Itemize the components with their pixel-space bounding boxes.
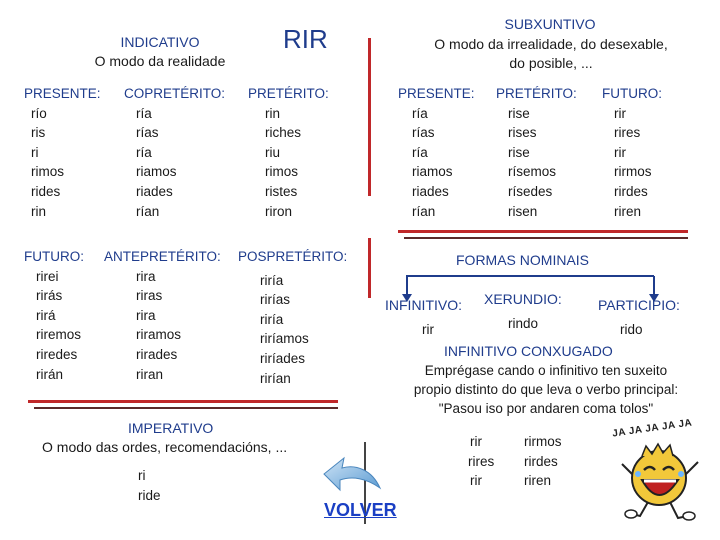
infinitivo-conxugado-desc-1: Emprégase cando o infinitivo ten suxeito: [424, 363, 668, 378]
laughing-face-icon: [618, 440, 702, 524]
verb-form: rísemos: [508, 164, 557, 180]
presente-sub-column: [398, 84, 475, 221]
copreterito-column: [124, 84, 225, 221]
verb-form: rirdes: [614, 183, 648, 199]
verb-form: rimos: [31, 164, 64, 180]
xerundio-value: rindo: [508, 316, 539, 331]
verb-form: rían: [136, 203, 160, 219]
infinitivo-conxugado-title: INFINITIVO CONXUGADO: [444, 343, 613, 359]
verb-form: rir: [470, 434, 482, 449]
verb-form: riren: [614, 203, 642, 219]
verb-form: rirías: [260, 292, 290, 308]
presente-sub-label: PRESENTE:: [398, 86, 475, 101]
presente-ind-column: [24, 84, 101, 221]
verb-form: rías: [136, 125, 159, 141]
indicativo-title: INDICATIVO: [120, 34, 200, 50]
nominais-rule-top: [398, 230, 688, 233]
futuro-sub-column: [602, 84, 662, 221]
divider-vertical-mid: [368, 238, 371, 298]
verb-form: riron: [265, 203, 293, 219]
verb-form: ría: [412, 105, 428, 121]
futuro-ind-label: FUTURO:: [24, 249, 84, 264]
verb-form: riren: [524, 473, 552, 489]
verb-form: rise: [508, 144, 530, 160]
verb-form: riades: [136, 183, 173, 199]
imperativo-subtitle: O modo das ordes, recomendacións, ...: [42, 439, 288, 455]
infinitivo-conxugado-example: "Pasou iso por andaren coma tolos": [438, 401, 654, 416]
subxuntivo-subtitle-2: do posible, ...: [509, 55, 593, 71]
verb-form: riría: [260, 272, 284, 288]
indicativo-subtitle: O modo da realidade: [94, 53, 226, 69]
verb-form: riríades: [260, 350, 306, 366]
verb-form: rir: [614, 105, 626, 121]
futuro-sub-label: FUTURO:: [602, 86, 662, 101]
xerundio-label: XERUNDIO:: [484, 291, 562, 307]
imperativo-rule-top: [28, 400, 338, 403]
verb-form: rirá: [36, 307, 56, 323]
verb-form: rían: [412, 203, 436, 219]
verb-form: riras: [136, 288, 163, 304]
formas-nominais-title: FORMAS NOMINAIS: [456, 252, 590, 268]
verb-form: rises: [508, 125, 537, 141]
preterito-ind-label: PRETÉRITO:: [248, 86, 329, 101]
infinitivo-conxugado-left: [468, 432, 494, 491]
verb-form: rir: [614, 144, 626, 160]
copreterito-label: COPRETÉRITO:: [124, 86, 226, 101]
verb-form: riran: [136, 366, 164, 382]
verb-form: riamos: [136, 164, 177, 180]
antepreterito-column: [104, 247, 221, 384]
pospreterito-column: [238, 247, 347, 388]
pospreterito-label: POSPRETÉRITO:: [238, 249, 348, 264]
verb-form: ri: [31, 144, 39, 160]
verb-form: rías: [412, 125, 435, 141]
participio-value: rido: [620, 322, 643, 337]
verb-form: rísedes: [508, 183, 553, 199]
verb-form: ris: [31, 125, 46, 141]
verb-form: riramos: [136, 327, 182, 343]
nominais-rule-bottom: [404, 237, 688, 239]
verb-form: rira: [136, 268, 156, 284]
subxuntivo-subtitle-1: O modo da irrealidade, do desexable,: [434, 36, 668, 52]
volver-link[interactable]: VOLVER: [324, 500, 397, 520]
futuro-ind-column: [24, 247, 84, 384]
verb-form: rirmos: [524, 434, 562, 449]
verb-form: rin: [265, 105, 281, 121]
verb-form: rires: [614, 125, 641, 141]
verb-form: ría: [136, 105, 152, 121]
preterito-ind-column: [248, 84, 329, 221]
verb-form: ría: [136, 144, 152, 160]
subxuntivo-title: SUBXUNTIVO: [504, 16, 596, 32]
preterito-sub-column: [496, 84, 577, 221]
presente-ind-label: PRESENTE:: [24, 86, 101, 101]
verb-form: rirei: [36, 268, 59, 284]
imperativo-title: IMPERATIVO: [128, 420, 214, 436]
infinitivo-value: rir: [422, 322, 434, 337]
verb-form: ride: [138, 487, 161, 503]
imperativo-rule-bottom: [34, 407, 338, 409]
verb-form: rira: [136, 307, 156, 323]
verb-form: rirán: [36, 366, 64, 382]
verb-form: rise: [508, 105, 530, 121]
preterito-sub-label: PRETÉRITO:: [496, 86, 577, 101]
imperativo-forms: [138, 466, 161, 505]
laugh-text: JA JA JA JA JA: [611, 417, 693, 440]
verb-form: rires: [468, 453, 495, 469]
verb-form: riremos: [36, 327, 82, 343]
verb-form: riches: [265, 125, 302, 141]
verb-form: riría: [260, 311, 284, 327]
divider-vertical-top: [368, 38, 371, 196]
verb-form: río: [31, 105, 47, 121]
verb-form: rirmos: [614, 164, 652, 180]
verb-form: rirían: [260, 370, 291, 386]
verb-title: RIR: [283, 24, 328, 54]
verb-form: ri: [138, 468, 146, 483]
verb-form: rir: [470, 473, 482, 489]
verb-form: rides: [31, 183, 61, 199]
verb-form: rirás: [36, 288, 63, 304]
infinitivo-label: INFINITIVO:: [385, 297, 462, 313]
antepreterito-label: ANTEPRETÉRITO:: [104, 249, 221, 264]
verb-form: rin: [31, 203, 47, 219]
verb-form: riríamos: [260, 331, 309, 347]
verb-form: riamos: [412, 164, 453, 180]
verb-form: rirdes: [524, 453, 558, 469]
verb-form: riades: [412, 183, 449, 199]
infinitivo-conxugado-desc-2: propio distinto do que leva o verbo principal:: [413, 382, 679, 397]
verb-form: risen: [508, 203, 538, 219]
verb-form: rirades: [136, 346, 178, 362]
infinitivo-conxugado-right: [524, 432, 562, 491]
participio-label: PARTICIPIO:: [598, 297, 680, 313]
verb-form: rimos: [265, 164, 298, 180]
verb-form: ristes: [265, 183, 298, 199]
verb-form: riredes: [36, 346, 78, 362]
verb-form: riu: [265, 144, 281, 160]
curved-arrow-icon[interactable]: [322, 454, 382, 504]
verb-form: ría: [412, 144, 428, 160]
